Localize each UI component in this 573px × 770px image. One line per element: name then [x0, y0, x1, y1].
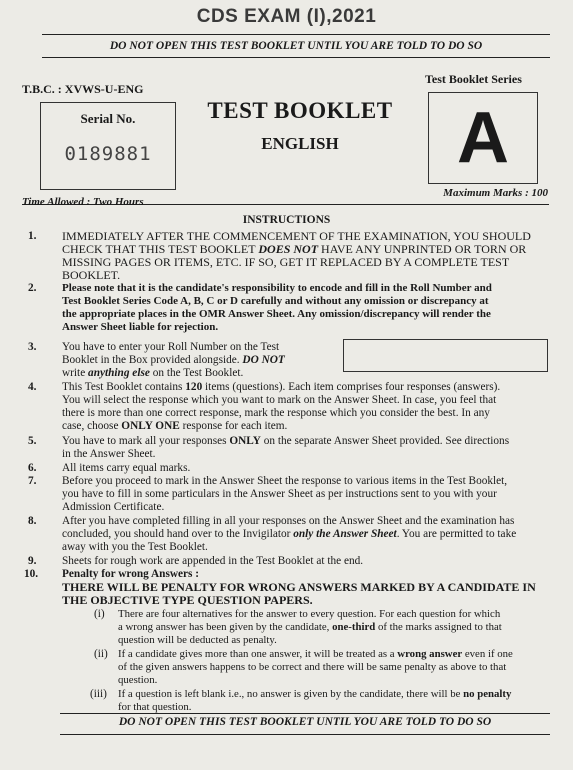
- instruction-number: 1.: [28, 230, 37, 242]
- roll-number-box: [343, 339, 548, 372]
- booklet-title: TEST BOOKLET: [207, 98, 393, 123]
- serial-label: Serial No.: [80, 111, 136, 126]
- bottom-rule-lower: [60, 734, 550, 735]
- top-warning: DO NOT OPEN THIS TEST BOOKLET UNTIL YOU ARE TOLD TO DO SO: [109, 40, 483, 52]
- bottom-warning: DO NOT OPEN THIS TEST BOOKLET UNTIL YOU ARE TOLD TO DO SO: [118, 716, 492, 728]
- instruction-number: 4.: [28, 381, 37, 393]
- booklet-subject: ENGLISH: [261, 134, 339, 153]
- instruction-number: 3.: [28, 341, 37, 353]
- instruction-number: 2.: [28, 282, 37, 294]
- instruction-number: 9.: [28, 555, 37, 567]
- tbc-code: T.B.C. : XVWS-U-ENG: [22, 82, 144, 96]
- top-rule-lower: [42, 57, 550, 58]
- series-label: Test Booklet Series: [425, 72, 522, 86]
- serial-value: 0189881: [64, 143, 152, 165]
- top-rule: [42, 34, 550, 35]
- exam-title: CDS EXAM (I),2021: [196, 6, 377, 27]
- max-marks: Maximum Marks : 100: [443, 187, 548, 199]
- instruction-number: 8.: [28, 515, 37, 527]
- instruction-number: 10.: [24, 568, 39, 580]
- instruction-number: 5.: [28, 435, 37, 447]
- instruction-number: 6.: [28, 462, 37, 474]
- instructions-heading: INSTRUCTIONS: [242, 214, 331, 226]
- bottom-rule: [60, 713, 550, 714]
- serial-box: [40, 102, 176, 190]
- series-box: [428, 92, 538, 184]
- time-allowed: Time Allowed : Two Hours: [22, 196, 144, 208]
- instruction-number: 7.: [28, 475, 37, 487]
- series-letter: A: [457, 98, 509, 178]
